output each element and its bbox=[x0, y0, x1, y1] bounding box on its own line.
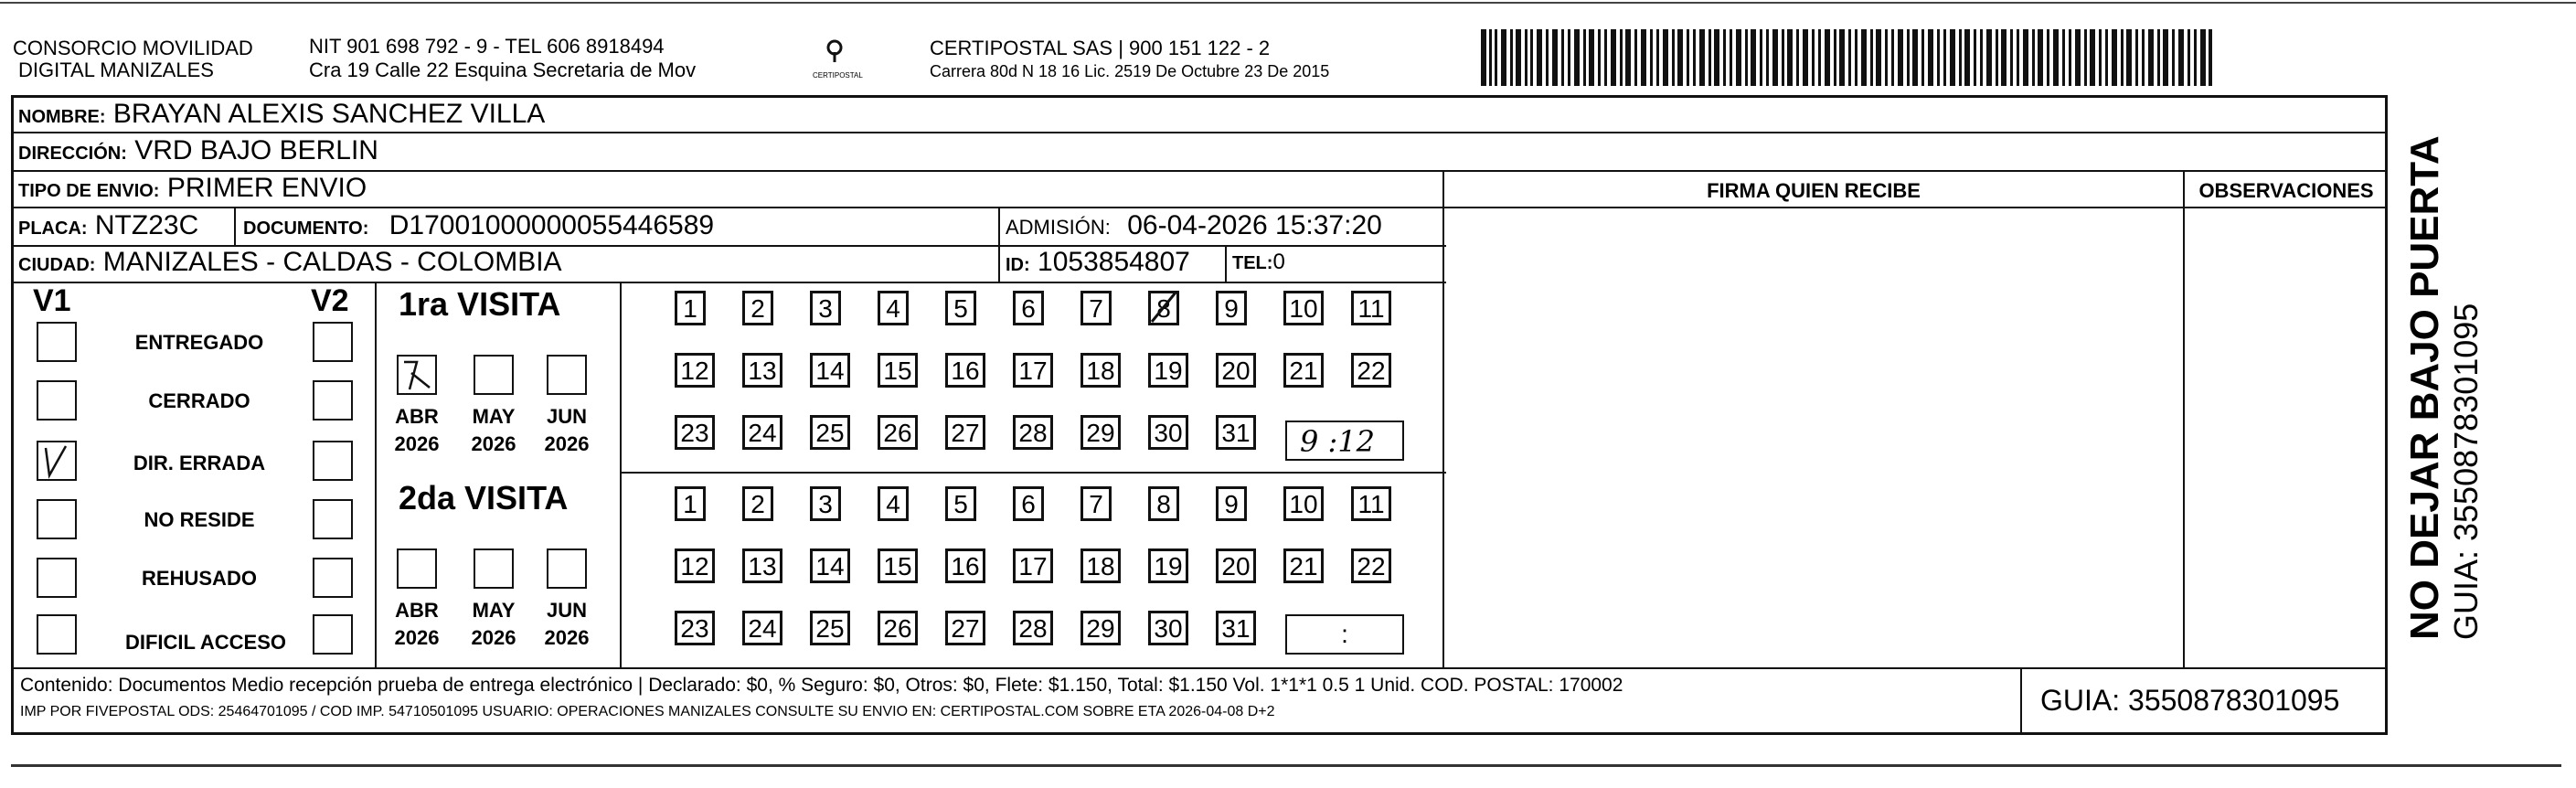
visit1-day-21[interactable]: 21 bbox=[1283, 353, 1324, 388]
cell-divider bbox=[998, 208, 1000, 283]
visit2-day-16[interactable]: 16 bbox=[945, 548, 985, 583]
visit2-day-8[interactable]: 8 bbox=[1148, 486, 1179, 521]
visit2-day-24[interactable]: 24 bbox=[742, 611, 782, 645]
visit2-day-29[interactable]: 29 bbox=[1080, 611, 1121, 645]
v2-checkbox-dir-errada[interactable] bbox=[313, 441, 353, 481]
ciudad-label: CIUDAD: bbox=[18, 255, 96, 275]
placa-label: PLACA: bbox=[18, 218, 88, 239]
firma-area[interactable] bbox=[1444, 208, 2183, 666]
tipo-envio-row bbox=[18, 171, 367, 208]
visit1-day-3[interactable]: 3 bbox=[810, 291, 841, 325]
visit2-day-21[interactable]: 21 bbox=[1283, 548, 1324, 583]
visit2-day-18[interactable]: 18 bbox=[1080, 548, 1121, 583]
visit1-time-handwritten: 9 :12 bbox=[1300, 424, 1376, 459]
visit2-day-2[interactable]: 2 bbox=[742, 486, 773, 521]
visit1-day-13[interactable]: 13 bbox=[742, 353, 782, 388]
visit2-month-may: MAY bbox=[472, 599, 516, 622]
v1-header: V1 bbox=[33, 283, 71, 318]
visit1-month-abr-checkbox[interactable] bbox=[397, 355, 437, 395]
visit1-day-18[interactable]: 18 bbox=[1080, 353, 1121, 388]
visit2-month-jun: JUN bbox=[546, 599, 587, 622]
ciudad-value: MANIZALES - CALDAS - COLOMBIA bbox=[102, 247, 562, 277]
visit1-day-29[interactable]: 29 bbox=[1080, 415, 1121, 450]
v2-header: V2 bbox=[311, 283, 349, 318]
no-dejar-bajo-puerta: NO DEJAR BAJO PUERTA bbox=[2402, 135, 2447, 640]
visit2-day-13[interactable]: 13 bbox=[742, 548, 782, 583]
visit1-day-5[interactable]: 5 bbox=[945, 291, 976, 325]
visit1-day-31[interactable]: 31 bbox=[1216, 415, 1256, 450]
side-vertical-block bbox=[2402, 0, 2503, 640]
visit2-year-abr: 2026 bbox=[394, 626, 440, 649]
visit2-month-jun-checkbox[interactable] bbox=[547, 548, 587, 589]
address-line: Cra 19 Calle 22 Esquina Secretaria de Mov bbox=[309, 59, 697, 81]
cell-divider bbox=[1225, 245, 1227, 283]
visit2-day-19[interactable]: 19 bbox=[1148, 548, 1188, 583]
visit-divider bbox=[620, 472, 1446, 474]
visit1-day-15[interactable]: 15 bbox=[878, 353, 918, 388]
handwritten-mark-icon bbox=[399, 357, 435, 393]
v2-checkbox-cerrado[interactable] bbox=[313, 380, 353, 421]
company-name-line1: CONSORCIO MOVILIDAD bbox=[13, 37, 253, 59]
visit2-month-abr: ABR bbox=[395, 599, 439, 622]
reason-no-reside: NO RESIDE bbox=[144, 508, 255, 531]
visit2-time-placeholder: : bbox=[1341, 620, 1348, 648]
visit2-day-25[interactable]: 25 bbox=[810, 611, 850, 645]
visit1-day-16[interactable]: 16 bbox=[945, 353, 985, 388]
visit2-month-may-checkbox[interactable] bbox=[474, 548, 514, 589]
visit1-day-4[interactable]: 4 bbox=[878, 291, 909, 325]
visit1-month-may: MAY bbox=[472, 405, 516, 428]
cell-divider bbox=[620, 282, 622, 669]
visit1-month-jun-checkbox[interactable] bbox=[547, 355, 587, 395]
admision-value: 06-04-2026 15:37:20 bbox=[1127, 210, 1382, 240]
certipostal-logo-icon bbox=[814, 38, 856, 75]
nombre-label: NOMBRE: bbox=[18, 107, 106, 127]
visit1-day-30[interactable]: 30 bbox=[1148, 415, 1188, 450]
contenido-line: Contenido: Documentos Medio recepción prueba de entrega electrónico | Declarado: $0, % Seguro: $0, Otros: $0, Flete: $1.150, Total: $1.150 Vol. 1*1*1 0.5 1 Unid. COD. POSTAL: 170002 bbox=[20, 675, 1623, 696]
cell-divider bbox=[234, 208, 236, 247]
visit1-year-jun: 2026 bbox=[544, 432, 590, 455]
visit2-day-12[interactable]: 12 bbox=[675, 548, 715, 583]
v1-checkbox-dir-errada[interactable] bbox=[37, 441, 77, 481]
footer-divider bbox=[11, 667, 2388, 669]
visit2-month-abr-checkbox[interactable] bbox=[397, 548, 437, 589]
id-value: 1053854807 bbox=[1038, 247, 1190, 277]
visit1-month-abr: ABR bbox=[395, 405, 439, 428]
visit2-day-22[interactable]: 22 bbox=[1351, 548, 1391, 583]
admision-label: ADMISIÓN: bbox=[1006, 216, 1111, 239]
visit2-day-14[interactable]: 14 bbox=[810, 548, 850, 583]
visit1-day-1[interactable]: 1 bbox=[675, 291, 706, 325]
v2-checkbox-rehusado[interactable] bbox=[313, 558, 353, 598]
visit2-day-23[interactable]: 23 bbox=[675, 611, 715, 645]
visit2-day-20[interactable]: 20 bbox=[1216, 548, 1256, 583]
id-cell bbox=[1006, 245, 1190, 282]
handwritten-slash-icon bbox=[1148, 291, 1179, 325]
v1-checkbox-cerrado[interactable] bbox=[37, 380, 77, 421]
visit2-day-1[interactable]: 1 bbox=[675, 486, 706, 521]
tipo-envio-label: TIPO DE ENVIO: bbox=[18, 181, 160, 201]
v1-checkbox-entregado[interactable] bbox=[37, 322, 77, 362]
visit1-day-9[interactable]: 9 bbox=[1216, 291, 1247, 325]
cell-divider bbox=[2020, 667, 2022, 735]
ciudad-cell bbox=[18, 245, 562, 282]
visit2-day-31[interactable]: 31 bbox=[1216, 611, 1256, 645]
visit2-day-27[interactable]: 27 bbox=[945, 611, 985, 645]
bottom-cut-line bbox=[11, 764, 2561, 767]
direccion-row bbox=[18, 133, 378, 171]
visit1-day-8[interactable]: 8 bbox=[1148, 291, 1179, 325]
direccion-label: DIRECCIÓN: bbox=[18, 144, 127, 164]
visit1-time-box[interactable] bbox=[1285, 421, 1404, 461]
barcode bbox=[1481, 29, 2212, 86]
visit1-day-20[interactable]: 20 bbox=[1216, 353, 1256, 388]
side-guia: GUIA: 3550878301095 bbox=[2447, 303, 2485, 640]
visit1-day-10[interactable]: 10 bbox=[1283, 291, 1324, 325]
certipostal-line: CERTIPOSTAL SAS | 900 151 122 - 2 bbox=[930, 37, 1271, 59]
visit1-day-7[interactable]: 7 bbox=[1080, 291, 1112, 325]
tipo-envio-value: PRIMER ENVIO bbox=[166, 173, 367, 203]
admision-cell bbox=[1006, 208, 1382, 245]
documento-value: D17001000000055446589 bbox=[389, 210, 715, 240]
reason-dir-errada: DIR. ERRADA bbox=[133, 452, 266, 474]
nombre-value: BRAYAN ALEXIS SANCHEZ VILLA bbox=[112, 99, 546, 129]
top-cut-line bbox=[0, 2, 2576, 4]
visit2-day-9[interactable]: 9 bbox=[1216, 486, 1247, 521]
tel-value: 0 bbox=[1272, 250, 1285, 274]
tel-label: TEL: bbox=[1232, 253, 1273, 273]
visit2-day-3[interactable]: 3 bbox=[810, 486, 841, 521]
visit2-day-17[interactable]: 17 bbox=[1013, 548, 1053, 583]
certipostal-address: Carrera 80d N 18 16 Lic. 2519 De Octubre 23 De 2015 bbox=[930, 62, 1330, 80]
certipostal-logo-text: CERTIPOSTAL bbox=[813, 71, 863, 80]
visit2-time-box[interactable] bbox=[1285, 614, 1404, 655]
reason-entregado: ENTREGADO bbox=[134, 331, 264, 354]
visit1-day-14[interactable]: 14 bbox=[810, 353, 850, 388]
visit1-day-28[interactable]: 28 bbox=[1013, 415, 1053, 450]
documento-cell bbox=[243, 208, 714, 246]
v1-checkbox-dificil-acceso[interactable] bbox=[37, 614, 77, 655]
visit2-year-jun: 2026 bbox=[544, 626, 590, 649]
handwritten-check-icon bbox=[38, 442, 75, 479]
nit-line: NIT 901 698 792 - 9 - TEL 606 8918494 bbox=[309, 35, 665, 58]
documento-label: DOCUMENTO: bbox=[243, 218, 369, 239]
visit2-day-30[interactable]: 30 bbox=[1148, 611, 1188, 645]
visit2-day-10[interactable]: 10 bbox=[1283, 486, 1324, 521]
visit1-day-25[interactable]: 25 bbox=[810, 415, 850, 450]
tel-cell bbox=[1232, 245, 1285, 281]
visit1-year-abr: 2026 bbox=[394, 432, 440, 455]
visit1-day-19[interactable]: 19 bbox=[1148, 353, 1188, 388]
observaciones-header: OBSERVACIONES bbox=[2198, 179, 2374, 202]
v2-checkbox-entregado[interactable] bbox=[313, 322, 353, 362]
observaciones-area[interactable] bbox=[2185, 208, 2386, 666]
imp-line: IMP POR FIVEPOSTAL ODS: 25464701095 / COD IMP. 54710501095 USUARIO: OPERACIONES MANIZALES CONSULTE SU ENVIO EN: CERTIPOSTAL.COM SOBRE ETA 2026-04-08 D+2 bbox=[20, 704, 1275, 719]
v2-checkbox-dificil-acceso[interactable] bbox=[313, 614, 353, 655]
placa-value: NTZ23C bbox=[94, 210, 199, 240]
v1-checkbox-rehusado[interactable] bbox=[37, 558, 77, 598]
placa-cell bbox=[18, 208, 198, 246]
reason-dificil-acceso: DIFICIL ACCESO bbox=[124, 631, 286, 654]
visit2-year-may: 2026 bbox=[471, 626, 516, 649]
visit1-day-26[interactable]: 26 bbox=[878, 415, 918, 450]
visit1-month-may-checkbox[interactable] bbox=[474, 355, 514, 395]
v1-checkbox-no-reside[interactable] bbox=[37, 499, 77, 539]
visit1-day-12[interactable]: 12 bbox=[675, 353, 715, 388]
visit1-day-11[interactable]: 11 bbox=[1351, 291, 1391, 325]
id-label: ID: bbox=[1006, 255, 1030, 275]
firma-header: FIRMA QUIEN RECIBE bbox=[1707, 179, 1921, 202]
visit2-day-7[interactable]: 7 bbox=[1080, 486, 1112, 521]
direccion-value: VRD BAJO BERLIN bbox=[134, 135, 378, 165]
visit1-day-6[interactable]: 6 bbox=[1013, 291, 1044, 325]
visit1-day-27[interactable]: 27 bbox=[945, 415, 985, 450]
nombre-row bbox=[18, 97, 545, 134]
visit2-day-26[interactable]: 26 bbox=[878, 611, 918, 645]
cell-divider bbox=[375, 282, 377, 669]
visit2-day-28[interactable]: 28 bbox=[1013, 611, 1053, 645]
visit2-day-5[interactable]: 5 bbox=[945, 486, 976, 521]
visit1-day-17[interactable]: 17 bbox=[1013, 353, 1053, 388]
visit1-day-23[interactable]: 23 bbox=[675, 415, 715, 450]
visit2-day-6[interactable]: 6 bbox=[1013, 486, 1044, 521]
visit1-day-22[interactable]: 22 bbox=[1351, 353, 1391, 388]
visit1-title: 1ra VISITA bbox=[399, 285, 561, 323]
visit1-month-jun: JUN bbox=[546, 405, 587, 428]
reason-cerrado: CERRADO bbox=[148, 389, 250, 412]
visit1-year-may: 2026 bbox=[471, 432, 516, 455]
visit2-title: 2da VISITA bbox=[399, 479, 569, 516]
visit1-day-24[interactable]: 24 bbox=[742, 415, 782, 450]
visit2-day-4[interactable]: 4 bbox=[878, 486, 909, 521]
footer-guia: GUIA: 3550878301095 bbox=[2040, 684, 2340, 717]
visit1-day-2[interactable]: 2 bbox=[742, 291, 773, 325]
visit2-day-11[interactable]: 11 bbox=[1351, 486, 1391, 521]
reason-rehusado: REHUSADO bbox=[142, 567, 257, 590]
visit2-day-15[interactable]: 15 bbox=[878, 548, 918, 583]
v2-checkbox-no-reside[interactable] bbox=[313, 499, 353, 539]
company-name-line2: DIGITAL MANIZALES bbox=[18, 59, 214, 81]
